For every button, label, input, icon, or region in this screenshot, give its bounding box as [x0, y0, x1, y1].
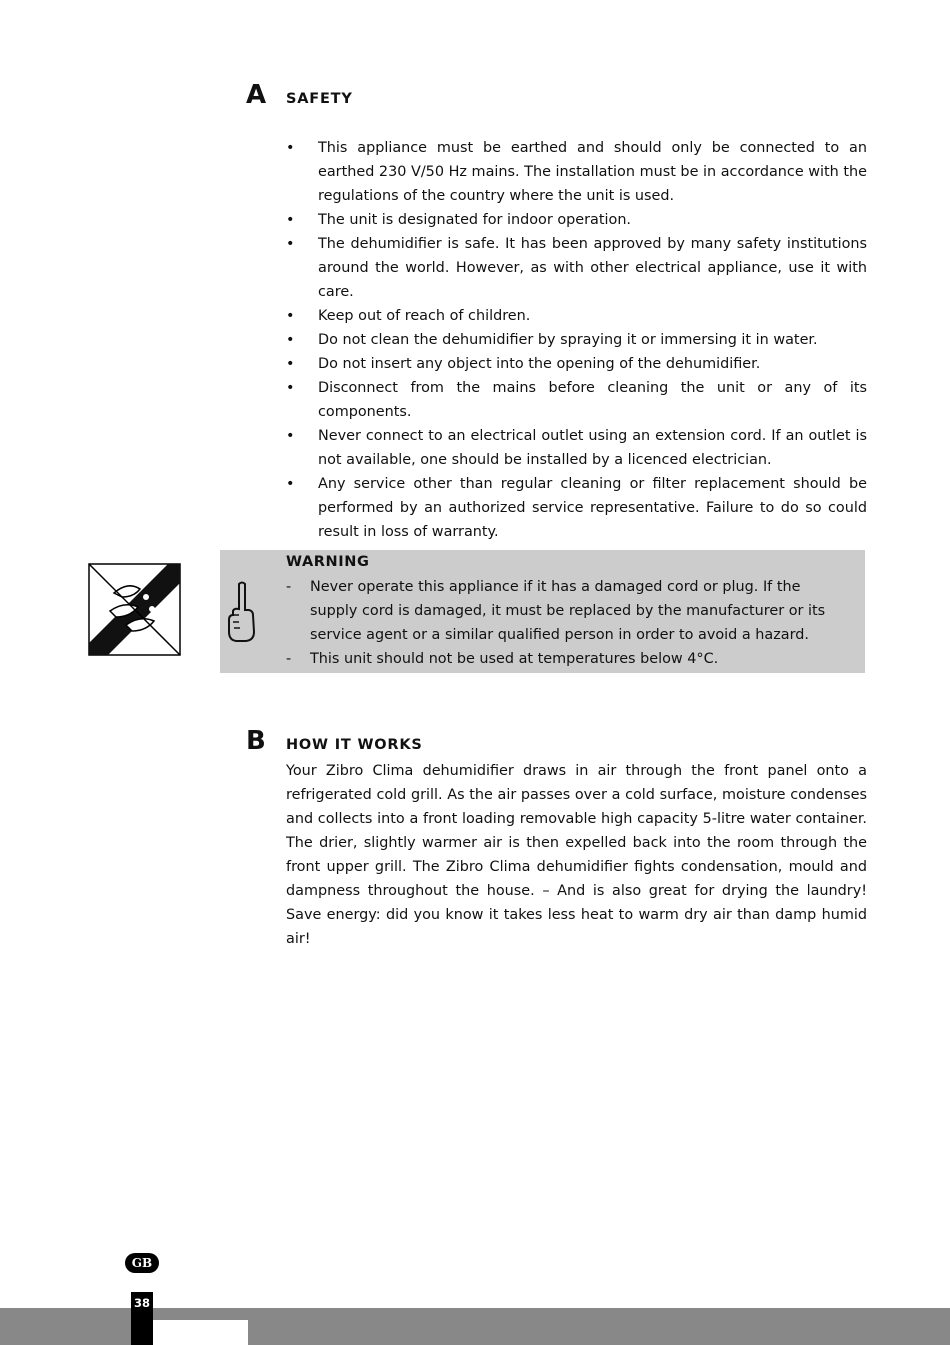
no-water-spray-icon	[88, 563, 181, 656]
list-item: • The dehumidifier is safe. It has been approved by many safety institutions around the world. However, as with other electrical appliance, use it with care.	[286, 236, 867, 300]
list-item: • Do not clean the dehumidifier by spraying it or immersing it in water.	[286, 332, 818, 348]
safety-heading: SAFETY	[286, 91, 353, 107]
safety-list	[286, 136, 867, 544]
list-item: • The unit is designated for indoor operation.	[286, 212, 632, 228]
section-letter-b: B	[246, 726, 266, 756]
page-number: 38	[133, 1296, 150, 1310]
pointing-hand-icon	[224, 580, 260, 644]
list-item: - This unit should not be used at temperatures below 4°C.	[286, 651, 719, 667]
footer-white-block	[153, 1320, 248, 1345]
warning-box	[220, 550, 865, 673]
warning-heading: WARNING	[286, 554, 370, 570]
list-item: • Keep out of reach of children.	[286, 308, 531, 324]
list-item: • Disconnect from the mains before cleaning the unit or any of its components.	[286, 380, 867, 420]
how-it-works-heading: HOW IT WORKS	[286, 737, 423, 753]
language-badge: GB	[125, 1253, 159, 1273]
list-item: - Never operate this appliance if it has a damaged cord or plug. If the supply cord is damaged, it must be replaced by the manufacturer or its service agent or a similar qualified person in order to avoid a hazard.	[286, 579, 826, 643]
how-it-works-paragraph: Your Zibro Clima dehumidifier draws in air through the front panel onto a refrigerated cold grill. As the air passes over a cold surface, moisture condenses and collects into a front loading removable high capacity 5-litre water container. The drier, slightly warmer air is then expelled back into the room through the front upper grill. The Zibro Clima dehumidifier fights condensation, mould and dampness throughout the house. – And is also great for drying the laundry! Save energy: did you know it takes less heat to warm dry air than damp humid air!	[286, 763, 867, 947]
list-item: • Do not insert any object into the opening of the dehumidifier.	[286, 356, 761, 372]
list-item: • Any service other than regular cleaning or filter replacement should be performed by an authorized service representative. Failure to do so could result in loss of warranty.	[286, 476, 867, 540]
list-item: • This appliance must be earthed and should only be connected to an earthed 230 V/50 Hz mains. The installation must be in accordance with the regulations of the country where the unit is used.	[286, 140, 867, 204]
section-letter-a: A	[246, 80, 267, 110]
list-item: • Never connect to an electrical outlet using an extension cord. If an outlet is not available, one should be installed by a licenced electrician.	[286, 428, 867, 468]
warning-list	[286, 575, 831, 671]
